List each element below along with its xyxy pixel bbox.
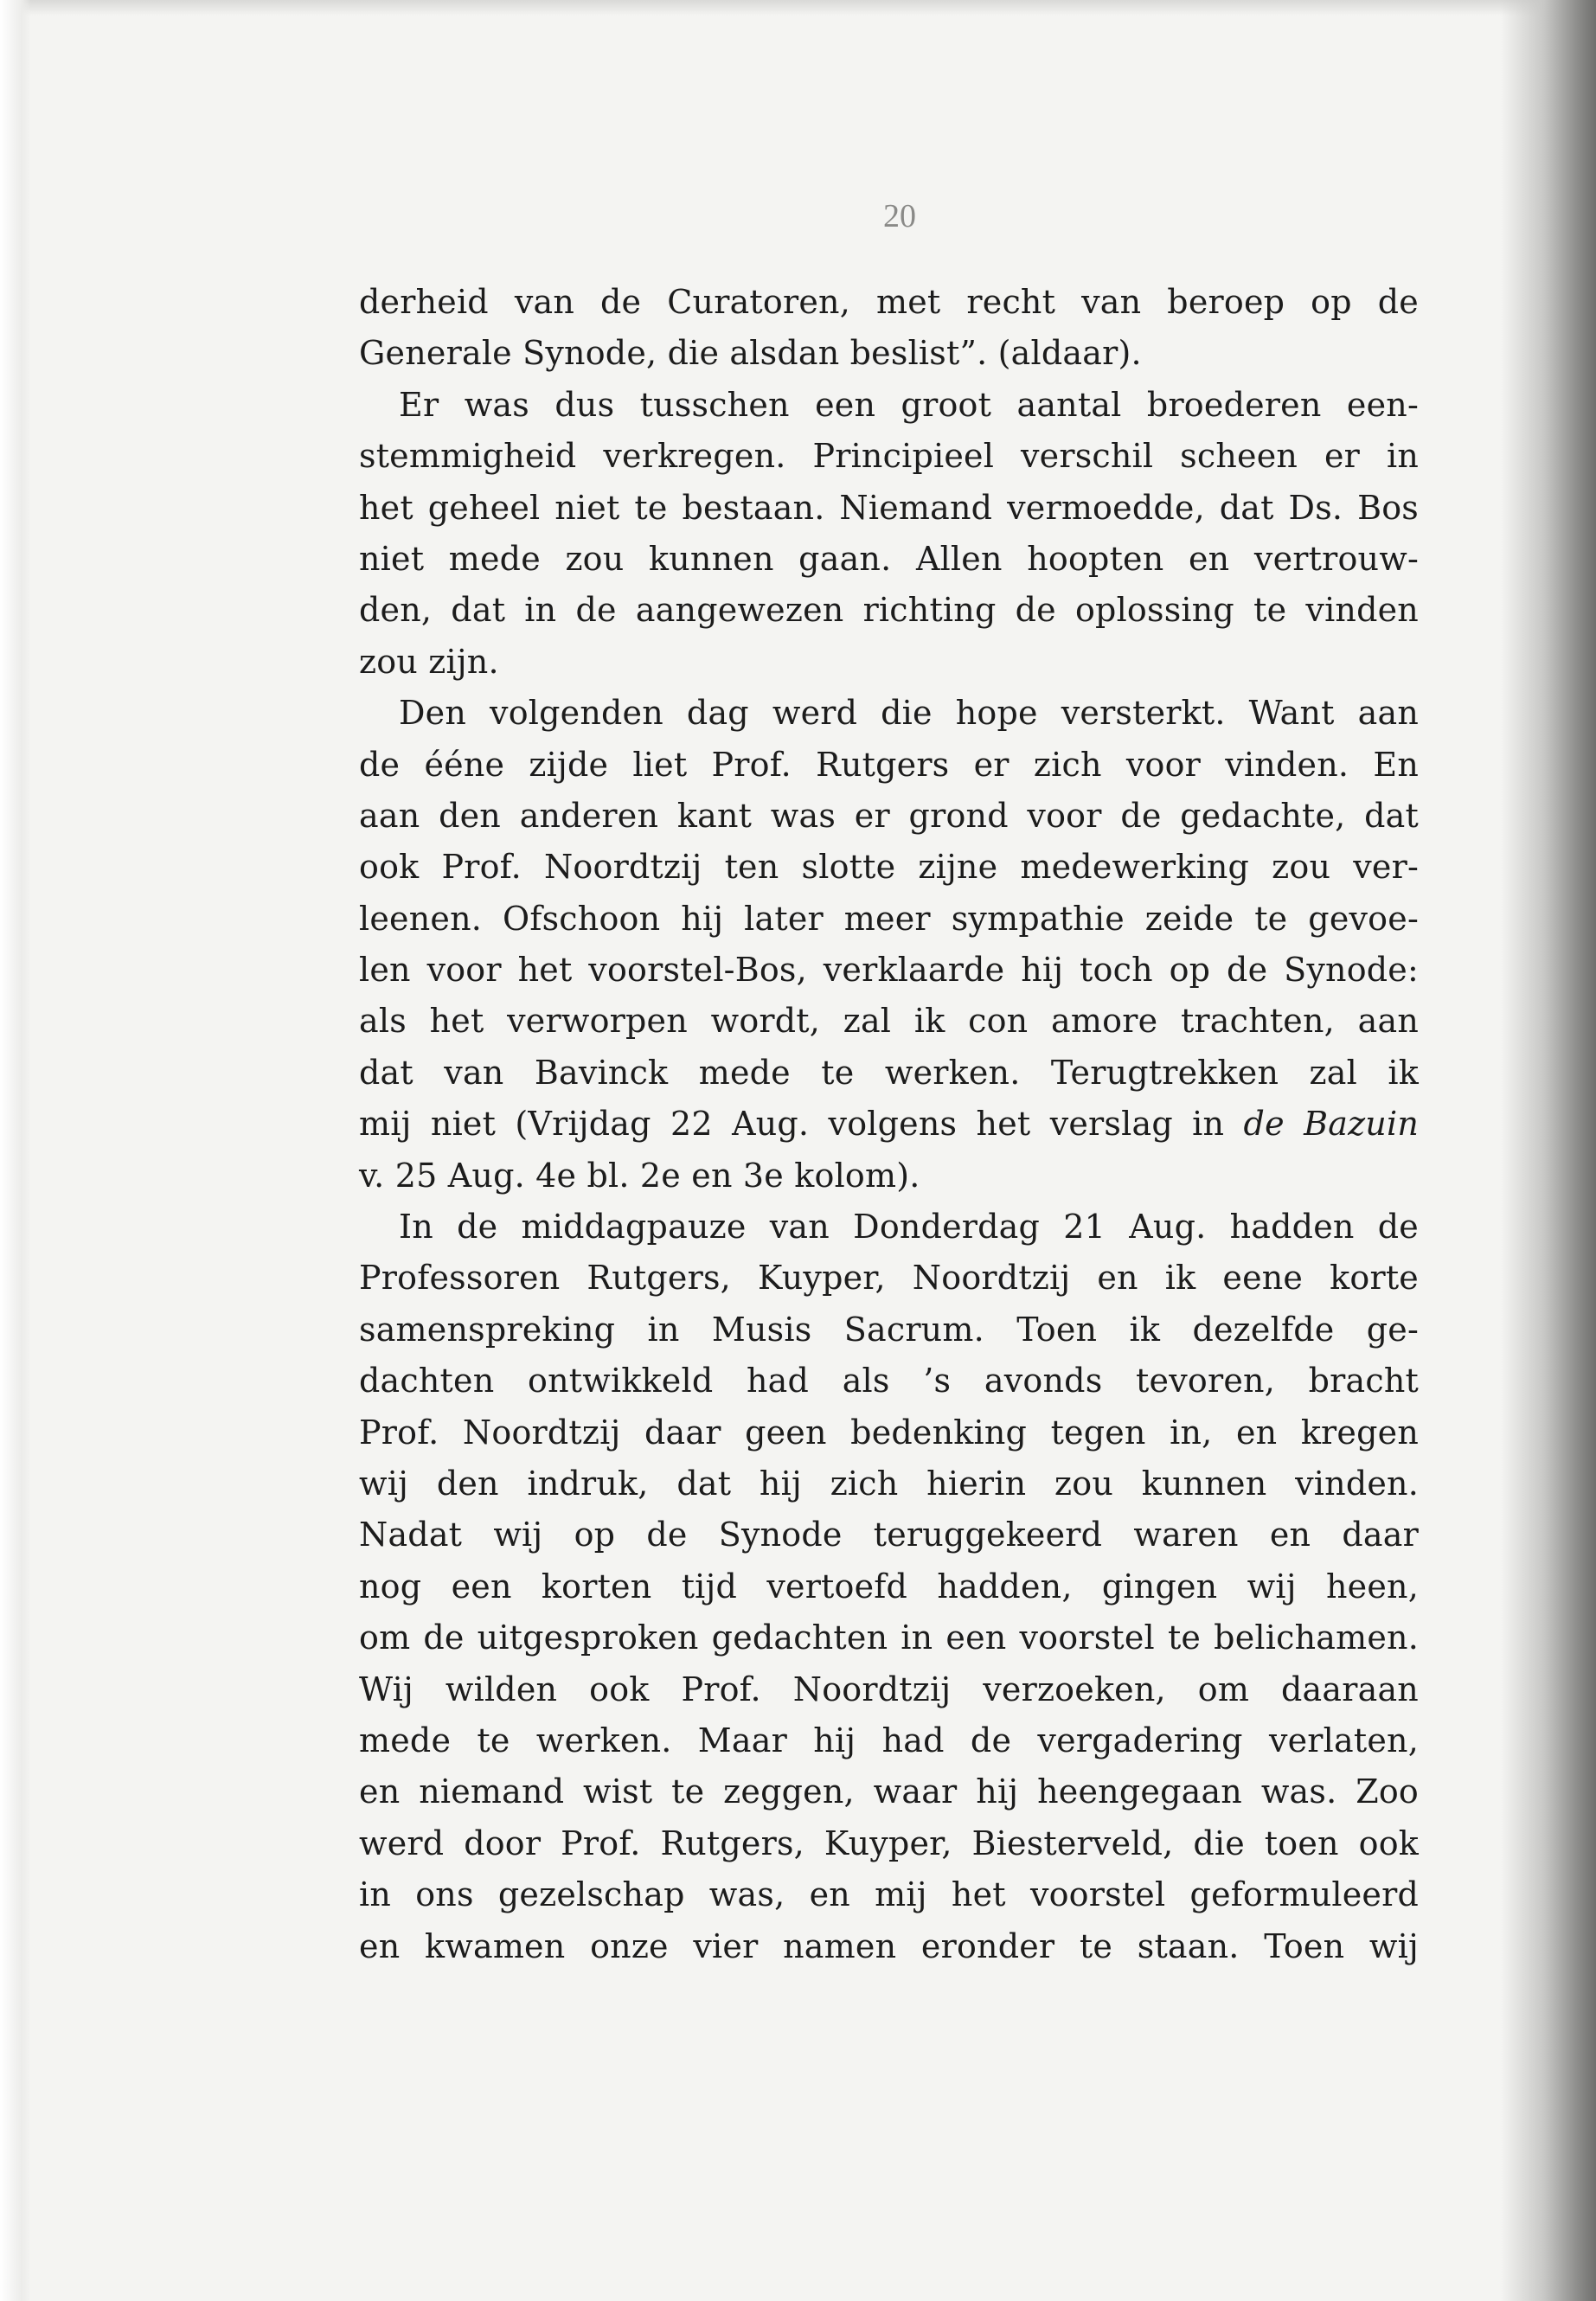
text-line (359, 585, 1419, 636)
binding-shadow (1501, 0, 1596, 2301)
text-line (359, 277, 1419, 328)
text-line (359, 1612, 1419, 1663)
text-line (359, 1099, 1419, 1150)
line-text: en niemand wist te zeggen, waar hij heengegaan was. Zoo (359, 1772, 1419, 1811)
line-text: v. 25 Aug. 4e bl. 2e en 3e kolom). (359, 1156, 920, 1195)
line-text: mij niet (Vrijdag 22 Aug. volgens het verslag in (359, 1105, 1244, 1144)
line-text: wij den indruk, dat hij zich hierin zou kunnen vinden. (359, 1464, 1419, 1503)
text-line (359, 1766, 1419, 1817)
line-text: den, dat in de aangewezen richting de oplossing te vinden (359, 591, 1419, 630)
line-text: derheid van de Curatoren, met recht van beroep op de (359, 283, 1419, 321)
text-line (359, 1048, 1419, 1099)
text-line (359, 1458, 1419, 1509)
text-line (359, 1150, 1419, 1202)
line-text: Prof. Noordtzij daar geen bedenking tegen in, en kregen (359, 1413, 1419, 1452)
text-line (359, 894, 1419, 945)
scan-left-edge (0, 0, 31, 2301)
text-line (359, 1202, 1419, 1253)
text-line (359, 431, 1419, 482)
line-text: In de middagpauze van Donderdag 21 Aug. hadden de (399, 1208, 1419, 1247)
line-text: om de uitgesproken gedachten in een voorstel te belichamen. (359, 1618, 1419, 1657)
text-line (359, 1921, 1419, 1972)
line-text: Nadat wij op de Synode teruggekeerd waren en daar (359, 1516, 1419, 1554)
line-text: in ons gezelschap was, en mij het voorstel geformuleerd (359, 1875, 1419, 1914)
line-text: aan den anderen kant was er grond voor de gedachte, dat (359, 796, 1419, 835)
line-text: zou zijn. (359, 642, 499, 681)
text-line (359, 996, 1419, 1047)
text-line (359, 791, 1419, 842)
text-line (359, 380, 1419, 431)
page-number: 20 (883, 198, 916, 234)
text-line (359, 483, 1419, 534)
line-text: mede te werken. Maar hij had de vergadering verlaten, (359, 1721, 1419, 1759)
text-line (359, 1561, 1419, 1612)
text-line (359, 1869, 1419, 1920)
text-line (359, 842, 1419, 893)
line-text: leenen. Ofschoon hij later meer sympathie zeide te gevoe- (359, 899, 1419, 938)
scan-top-edge (0, 0, 1596, 16)
text-line (359, 1407, 1419, 1458)
line-text: dat van Bavinck mede te werken. Terugtrekken zal ik (359, 1053, 1419, 1092)
line-text: stemmigheid verkregen. Principieel verschil scheen er in (359, 437, 1419, 476)
line-text: niet mede zou kunnen gaan. Allen hoopten en vertrouw- (359, 539, 1419, 578)
line-text: Generale Synode, die alsdan beslist”. (aldaar). (359, 334, 1142, 373)
line-text: Wij wilden ook Prof. Noordtzij verzoeken, om daaraan (359, 1670, 1419, 1708)
line-text: ook Prof. Noordtzij ten slotte zijne medewerking zou ver- (359, 848, 1419, 887)
text-line (359, 688, 1419, 739)
line-text: dachten ontwikkeld had als ’s avonds tevoren, bracht (359, 1362, 1419, 1400)
line-text: als het verworpen wordt, zal ik con amore trachten, aan (359, 1002, 1419, 1041)
text-line (359, 328, 1419, 379)
text-line (359, 1253, 1419, 1304)
text-line (359, 945, 1419, 996)
text-line (359, 1356, 1419, 1407)
text-line (359, 534, 1419, 585)
text-line (359, 1304, 1419, 1356)
text-line (359, 1509, 1419, 1561)
line-text: len voor het voorstel-Bos, verklaarde hij toch op de Synode: (359, 951, 1419, 990)
line-text: en kwamen onze vier namen eronder te staan. Toen wij (359, 1926, 1419, 1965)
body-text (359, 277, 1419, 1972)
line-text: Professoren Rutgers, Kuyper, Noordtzij en ik eene korte (359, 1259, 1419, 1298)
text-line (359, 637, 1419, 688)
text-line (359, 740, 1419, 791)
italic-title: de Bazuin (1243, 1105, 1419, 1144)
line-text: Den volgenden dag werd die hope versterkt. Want aan (399, 694, 1419, 733)
line-text: de ééne zijde liet Prof. Rutgers er zich voor vinden. En (359, 745, 1419, 784)
text-line (359, 1818, 1419, 1869)
text-line (359, 1664, 1419, 1715)
line-text: samenspreking in Musis Sacrum. Toen ik dezelfde ge- (359, 1310, 1419, 1349)
text-line (359, 1715, 1419, 1766)
line-text: het geheel niet te bestaan. Niemand vermoedde, dat Ds. Bos (359, 488, 1419, 527)
line-text: werd door Prof. Rutgers, Kuyper, Biesterveld, die toen ook (359, 1823, 1419, 1862)
line-text: Er was dus tusschen een groot aantal broederen een- (399, 385, 1419, 424)
line-text: nog een korten tijd vertoefd hadden, gingen wij heen, (359, 1567, 1419, 1606)
